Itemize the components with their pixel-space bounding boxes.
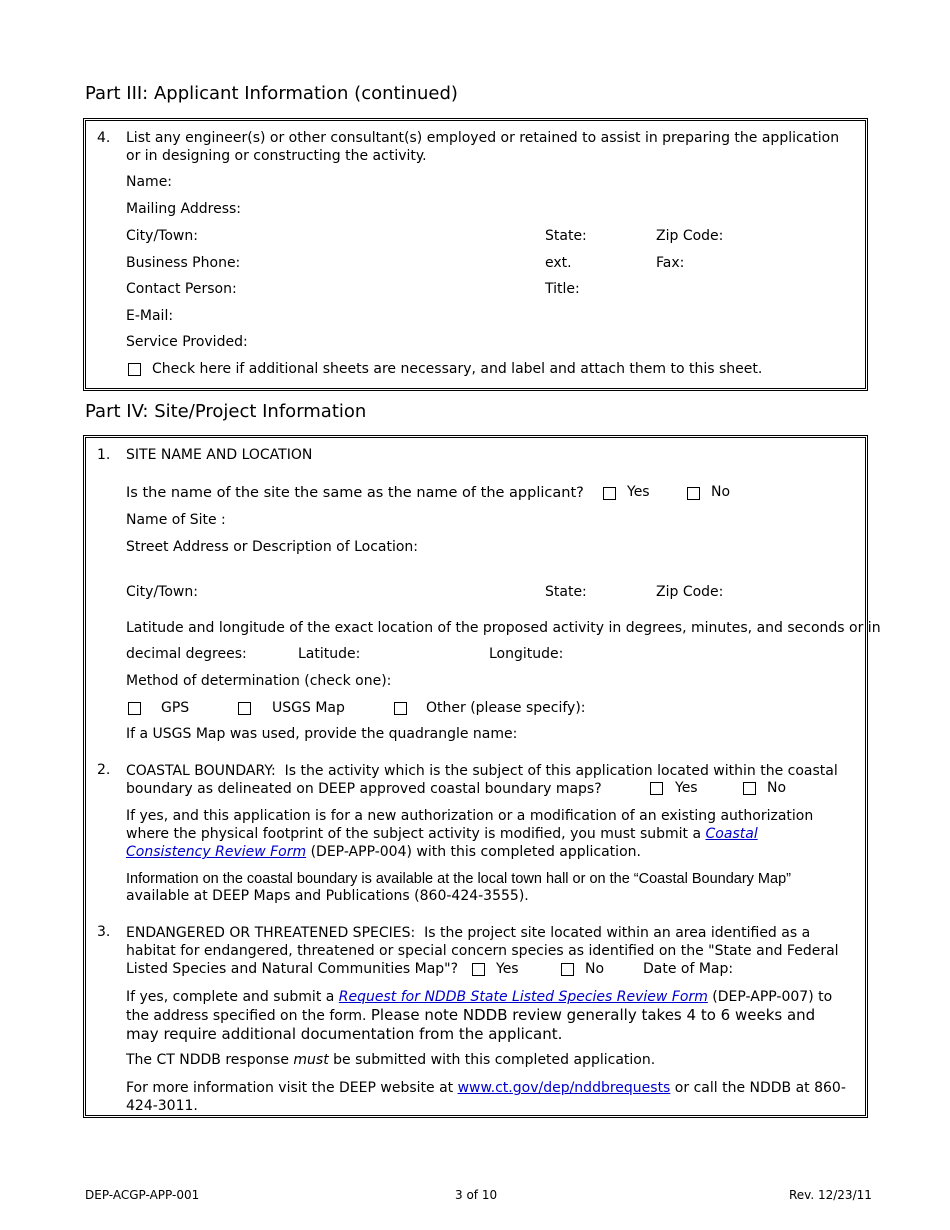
site-city-label: City/Town: — [126, 584, 198, 600]
s3-p3-text: For more information visit the DEEP website at — [126, 1080, 458, 1096]
date-of-map-label: Date of Map: — [643, 961, 734, 977]
consultant-contact-label: Contact Person: — [126, 281, 237, 297]
footer-page-number: 3 of 10 — [455, 1188, 498, 1202]
coastal-consistency-form-link[interactable]: Coastal Consistency Review Form — [126, 826, 758, 860]
consultant-city-label: City/Town: — [126, 228, 198, 244]
usgs-label: USGS Map — [272, 700, 345, 716]
consultant-email-label: E-Mail: — [126, 308, 174, 324]
s3-paragraph-2 — [126, 1052, 655, 1070]
s3-p1-text-after: (DEP-APP-007) to the address specified on the form. — [126, 989, 833, 1024]
s3-text: Is the project site located within an area identified as a habitat for endangered, threatened or special concern species as identified on the "State and Federal Listed Species and Natural Communities Map"? — [126, 925, 839, 977]
part4-title: Part IV: Site/Project Information — [85, 401, 367, 422]
q4-number: 4. — [97, 130, 111, 146]
consultant-ext-label: ext. — [545, 255, 572, 271]
coastal-no-checkbox[interactable] — [743, 782, 756, 795]
species-no-label: No — [585, 961, 605, 977]
site-state-label: State: — [545, 584, 587, 600]
s1-number: 1. — [97, 447, 111, 463]
additional-sheets-label: Check here if additional sheets are necessary, and label and attach them to this sheet. — [152, 361, 763, 377]
s1-heading: SITE NAME AND LOCATION — [126, 447, 313, 463]
other-label: Other (please specify): — [426, 700, 586, 716]
s3-number: 3. — [97, 924, 111, 940]
same-name-no-checkbox[interactable] — [687, 487, 700, 500]
q4-text: List any engineer(s) or other consultant(s) employed or retained to assist in preparing the application or in designing or constructing the activity. — [126, 130, 840, 164]
s2-paragraph-2a: Information on the coastal boundary is available at the local town hall or on the “Coastal Boundary Map” — [126, 871, 791, 887]
s2-paragraph-2b: available at DEEP Maps and Publications (860-424-3555). — [126, 888, 529, 904]
s3-p3-text-after: or call the NDDB at 860-424-3011. — [126, 1080, 846, 1114]
s2-number: 2. — [97, 762, 111, 778]
s2-p1-text: If yes, and this application is for a new authorization or a modification of an existing authorization where the physical footprint of the subject activity is modified, you must submit a — [126, 808, 814, 842]
s3-p1-text: If yes, complete and submit a — [126, 989, 339, 1005]
latitude-label: Latitude: — [298, 646, 361, 662]
s3-question — [126, 924, 856, 978]
decimal-degrees-label: decimal degrees: — [126, 646, 247, 662]
consultant-name-label: Name: — [126, 174, 173, 190]
coastal-yes-checkbox[interactable] — [650, 782, 663, 795]
longitude-label: Longitude: — [489, 646, 564, 662]
consultant-phone-label: Business Phone: — [126, 255, 241, 271]
coastal-no-label: No — [767, 780, 787, 796]
same-name-no-label: No — [711, 484, 731, 500]
site-zip-label: Zip Code: — [656, 584, 724, 600]
gps-checkbox[interactable] — [128, 702, 141, 715]
quadrangle-label: If a USGS Map was used, provide the quadrangle name: — [126, 726, 518, 742]
s3-p2-must: must — [293, 1052, 329, 1068]
usgs-checkbox[interactable] — [238, 702, 251, 715]
part3-title: Part III: Applicant Information (continued) — [85, 83, 458, 104]
consultant-fax-label: Fax: — [656, 255, 685, 271]
latlong-text: Latitude and longitude of the exact location of the proposed activity in degrees, minutes, and seconds or in — [126, 620, 881, 636]
species-yes-checkbox[interactable] — [472, 963, 485, 976]
s3-paragraph-3 — [126, 1079, 861, 1115]
other-checkbox[interactable] — [394, 702, 407, 715]
s3-p1-rest: Please note NDDB review generally takes 4 to 6 weeks and may require additional documentation from the applicant. — [126, 1006, 816, 1043]
nddb-review-form-link[interactable]: Request for NDDB State Listed Species Review Form — [338, 989, 708, 1005]
s3-p2-text-b: be submitted with this completed application. — [328, 1052, 656, 1068]
same-name-yes-checkbox[interactable] — [603, 487, 616, 500]
s2-p1-text-after: (DEP-APP-004) with this completed application. — [306, 844, 641, 860]
s3-p2-text-a: The CT NDDB response — [126, 1052, 294, 1068]
species-no-checkbox[interactable] — [561, 963, 574, 976]
footer-revision: Rev. 12/23/11 — [789, 1188, 872, 1202]
s2-text: Is the activity which is the subject of this application located within the coastal boundary as delineated on DEEP approved coastal boundary maps? — [126, 763, 838, 797]
s2-heading: COASTAL BOUNDARY: — [126, 763, 276, 779]
consultant-state-label: State: — [545, 228, 587, 244]
species-yes-label: Yes — [496, 961, 519, 977]
s3-paragraph-1 — [126, 988, 846, 1044]
street-address-label: Street Address or Description of Location: — [126, 539, 419, 555]
site-name-label: Name of Site : — [126, 512, 226, 528]
consultant-service-label: Service Provided: — [126, 334, 248, 350]
coastal-yes-label: Yes — [675, 780, 698, 796]
same-name-yes-label: Yes — [627, 484, 650, 500]
footer-form-id: DEP-ACGP-APP-001 — [85, 1188, 200, 1202]
gps-label: GPS — [161, 700, 190, 716]
same-name-question: Is the name of the site the same as the name of the applicant? — [126, 485, 584, 501]
s3-heading: ENDANGERED OR THREATENED SPECIES: — [126, 925, 416, 941]
additional-sheets-checkbox[interactable] — [128, 363, 141, 376]
consultant-mailing-label: Mailing Address: — [126, 201, 242, 217]
consultant-zip-label: Zip Code: — [656, 228, 724, 244]
method-label: Method of determination (check one): — [126, 673, 392, 689]
consultant-title-label: Title: — [545, 281, 580, 297]
nddb-website-link[interactable]: www.ct.gov/dep/nddbrequests — [457, 1080, 671, 1096]
s2-paragraph-1 — [126, 807, 846, 861]
